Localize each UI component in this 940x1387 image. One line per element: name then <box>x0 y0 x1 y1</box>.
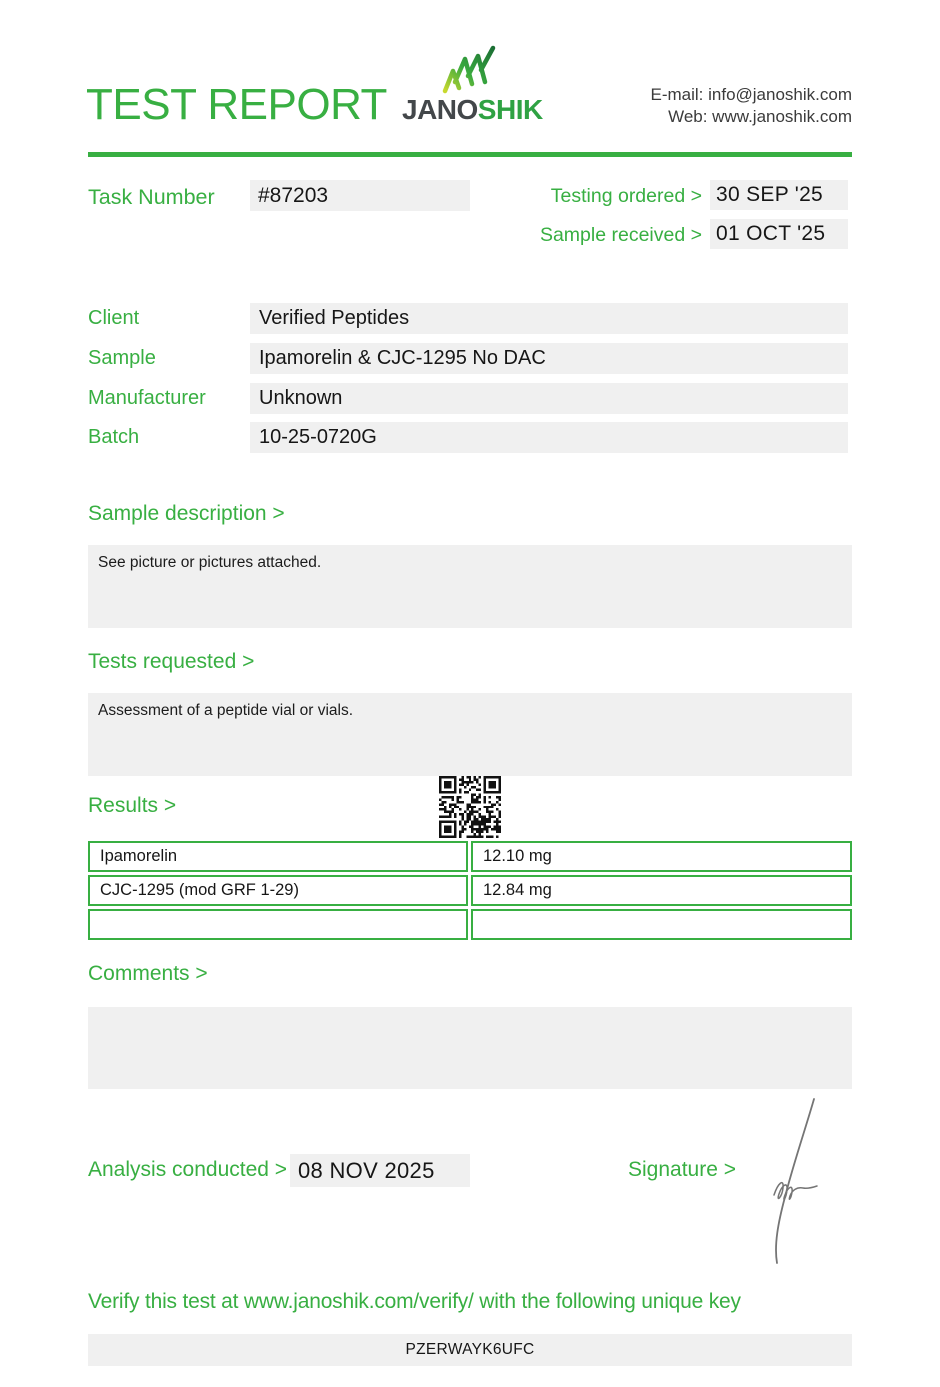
contact-web: Web: www.janoshik.com <box>668 107 852 126</box>
testing-ordered-label: Testing ordered > <box>550 185 702 207</box>
results-row <box>88 875 852 906</box>
analyte-cell: Ipamorelin <box>88 841 468 872</box>
manufacturer-value: Unknown <box>250 383 848 414</box>
comments-text <box>88 1007 852 1025</box>
qr-code <box>439 776 501 838</box>
task-number-value: #87203 <box>250 180 470 211</box>
analysis-date-value: 08 NOV 2025 <box>290 1154 470 1187</box>
signature-label: Signature > <box>628 1158 736 1181</box>
sample-label: Sample <box>88 347 156 369</box>
sample-received-value: 01 OCT '25 <box>710 219 848 249</box>
batch-value: 10-25-0720G <box>250 422 848 453</box>
contact-block <box>651 84 853 128</box>
task-number-label: Task Number <box>88 185 215 209</box>
verify-key: PZERWAYK6UFC <box>88 1334 852 1366</box>
amount-cell: 12.10 mg <box>471 841 852 872</box>
tests-requested-box <box>88 693 852 776</box>
logo-wordmark <box>402 94 543 125</box>
client-label: Client <box>88 307 140 329</box>
signature-image <box>748 1093 843 1268</box>
results-row <box>88 841 852 872</box>
manufacturer-label: Manufacturer <box>88 387 206 409</box>
chart-peaks-icon <box>440 44 500 94</box>
sample-value: Ipamorelin & CJC-1295 No DAC <box>250 343 848 374</box>
comments-box <box>88 1007 852 1089</box>
tests-requested-heading: Tests requested > <box>88 650 255 673</box>
analyte-cell <box>88 909 468 940</box>
janoshik-logo <box>402 44 543 125</box>
results-heading: Results > <box>88 794 177 817</box>
analyte-cell: CJC-1295 (mod GRF 1-29) <box>88 875 468 906</box>
sample-received-label: Sample received > <box>539 224 702 246</box>
client-value: Verified Peptides <box>250 303 848 334</box>
logo-shik: SHIK <box>477 94 543 125</box>
tests-requested-text: Assessment of a peptide vial or vials. <box>98 702 354 719</box>
testing-ordered-value: 30 SEP '25 <box>710 180 848 210</box>
results-row <box>88 909 852 940</box>
report-title: TEST REPORT <box>86 80 387 129</box>
logo-jano: JANO <box>402 94 478 125</box>
verify-text: Verify this test at www.janoshik.com/verify/ with the following unique key <box>88 1290 741 1313</box>
analysis-conducted-label: Analysis conducted > <box>88 1158 288 1181</box>
amount-cell: 12.84 mg <box>471 875 852 906</box>
sample-description-heading: Sample description > <box>88 502 285 525</box>
contact-email: E-mail: info@janoshik.com <box>650 85 852 104</box>
header-divider <box>88 152 852 157</box>
comments-heading: Comments > <box>88 962 208 985</box>
sample-description-text: See picture or pictures attached. <box>98 554 322 571</box>
sample-description-box <box>88 545 852 628</box>
batch-label: Batch <box>88 426 140 448</box>
amount-cell <box>471 909 852 940</box>
